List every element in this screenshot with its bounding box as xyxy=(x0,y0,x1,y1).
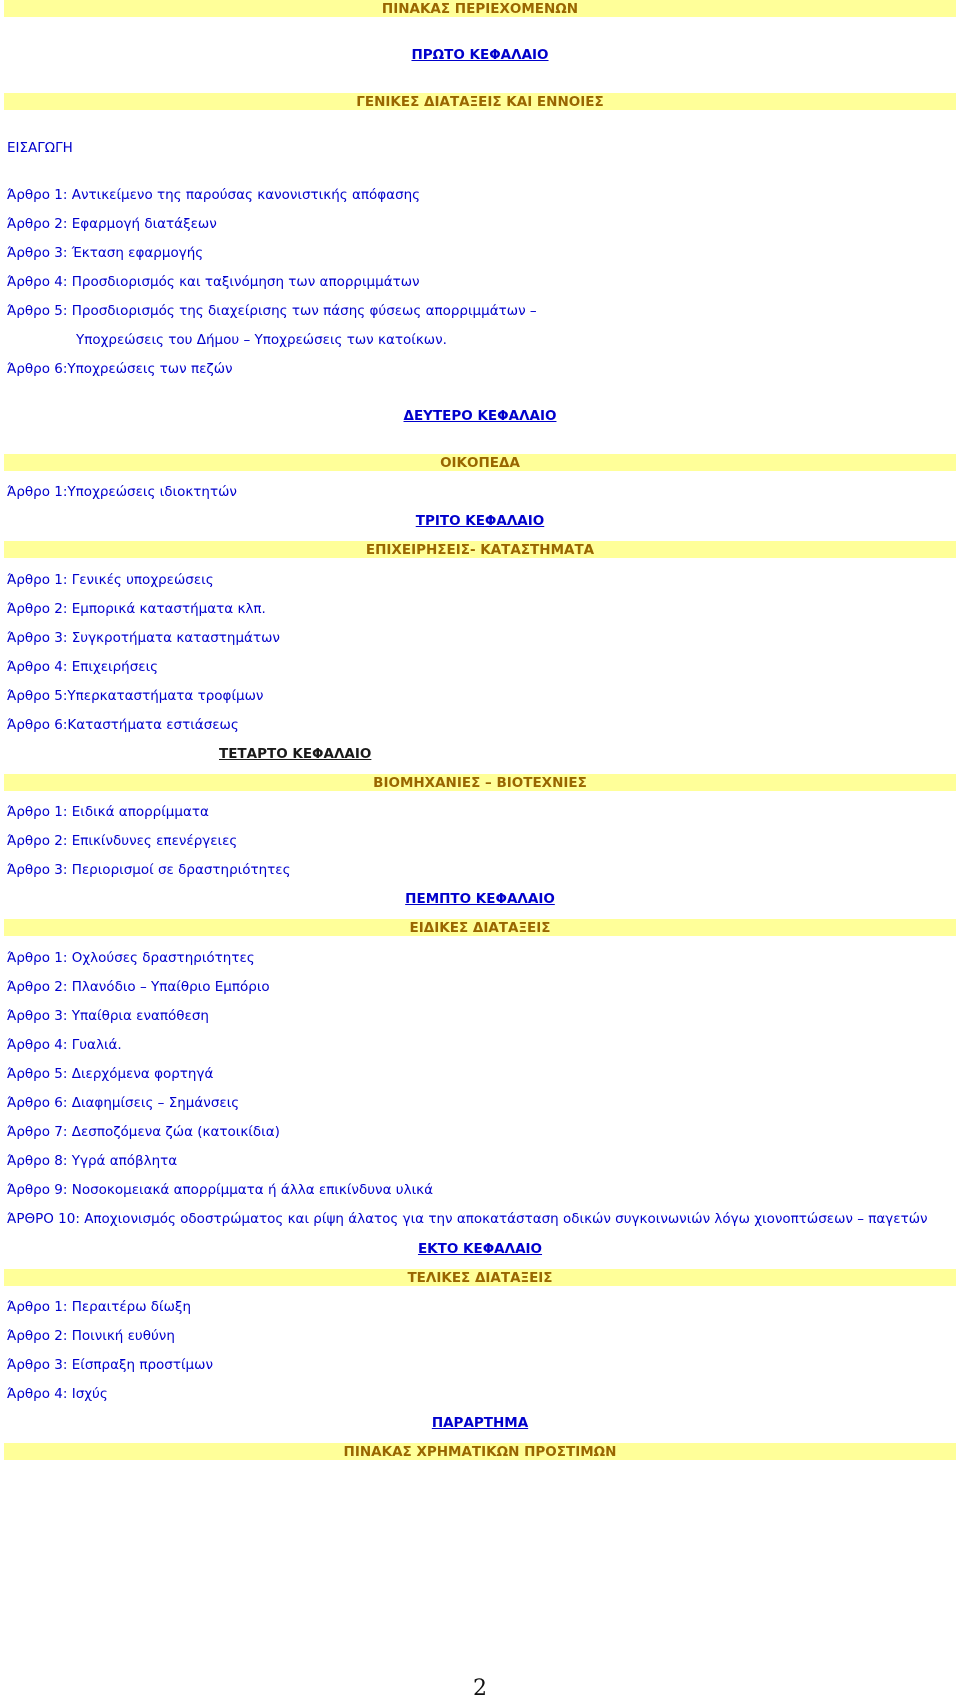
ch3-article-3[interactable]: Άρθρο 3: Συγκροτήματα καταστημάτων xyxy=(7,630,280,646)
ch3-article-2[interactable]: Άρθρο 2: Εμπορικά καταστήματα κλπ. xyxy=(7,601,266,617)
ch3-article-4[interactable]: Άρθρο 4: Επιχειρήσεις xyxy=(7,659,159,675)
chapter-4-link[interactable]: ΤΕΤΑΡΤΟ ΚΕΦΑΛΑΙΟ xyxy=(219,746,372,762)
ch5-article-4[interactable]: Άρθρο 4: Γυαλιά. xyxy=(7,1037,122,1053)
ch6-article-1[interactable]: Άρθρο 1: Περαιτέρω δίωξη xyxy=(7,1299,192,1315)
section-5-title: ΕΙΔΙΚΕΣ ΔΙΑΤΑΞΕΙΣ xyxy=(409,920,551,936)
section-2-title: ΟΙΚΟΠΕΔΑ xyxy=(440,455,520,471)
ch5-article-2[interactable]: Άρθρο 2: Πλανόδιο – Υπαίθριο Εμπόριο xyxy=(7,979,270,995)
ch2-article-1[interactable]: Άρθρο 1:Υποχρεώσεις ιδιοκτητών xyxy=(7,484,237,500)
ch3-article-5[interactable]: Άρθρο 5:Υπερκαταστήματα τροφίμων xyxy=(7,688,264,704)
section-3-title: ΕΠΙΧΕΙΡΗΣΕΙΣ- ΚΑΤΑΣΤΗΜΑΤΑ xyxy=(365,542,595,558)
ch5-article-3[interactable]: Άρθρο 3: Υπαίθρια εναπόθεση xyxy=(7,1008,209,1024)
ch6-article-4[interactable]: Άρθρο 4: Ισχύς xyxy=(7,1386,108,1402)
ch1-article-3[interactable]: Άρθρο 3: Έκταση εφαρμογής xyxy=(7,245,204,261)
ch6-article-3[interactable]: Άρθρο 3: Είσπραξη προστίμων xyxy=(7,1357,213,1373)
ch5-article-9[interactable]: Άρθρο 9: Νοσοκομειακά απορρίμματα ή άλλα επικίνδυνα υλικά xyxy=(7,1182,434,1198)
ch1-article-2[interactable]: Άρθρο 2: Εφαρμογή διατάξεων xyxy=(7,216,217,232)
intro-link[interactable]: ΕΙΣΑΓΩΓΗ xyxy=(7,140,73,156)
ch5-article-1[interactable]: Άρθρο 1: Οχλούσες δραστηριότητες xyxy=(7,950,255,966)
ch5-article-5[interactable]: Άρθρο 5: Διερχόμενα φορτηγά xyxy=(7,1066,214,1082)
chapter-1-link[interactable]: ΠΡΩΤΟ ΚΕΦΑΛΑΙΟ xyxy=(411,47,549,63)
appendix-title: ΠΙΝΑΚΑΣ ΧΡΗΜΑΤΙΚΩΝ ΠΡΟΣΤΙΜΩΝ xyxy=(343,1444,617,1460)
ch4-article-1[interactable]: Άρθρο 1: Ειδικά απορρίμματα xyxy=(7,804,209,820)
toc-title: ΠΙΝΑΚΑΣ ΠΕΡΙΕΧΟΜΕΝΩΝ xyxy=(381,1,579,17)
ch5-article-8[interactable]: Άρθρο 8: Υγρά απόβλητα xyxy=(7,1153,178,1169)
page-number: 2 xyxy=(473,1676,487,1701)
appendix-link[interactable]: ΠΑΡΑΡΤΗΜΑ xyxy=(431,1415,529,1431)
ch1-article-1[interactable]: Άρθρο 1: Αντικείμενο της παρούσας κανονιστικής απόφασης xyxy=(7,187,421,203)
ch5-article-10[interactable]: ΆΡΘΡΟ 10: Αποχιονισμός οδοστρώματος και ρίψη άλατος για την αποκατάσταση οδικών συγκοινωνιών λόγω χιονοπτώσεων – παγετών xyxy=(7,1211,928,1227)
ch3-article-1[interactable]: Άρθρο 1: Γενικές υποχρεώσεις xyxy=(7,572,214,588)
ch1-article-6[interactable]: Άρθρο 6:Υποχρεώσεις των πεζών xyxy=(7,361,233,377)
ch4-article-3[interactable]: Άρθρο 3: Περιορισμοί σε δραστηριότητες xyxy=(7,862,291,878)
section-1-title: ΓΕΝΙΚΕΣ ΔΙΑΤΑΞΕΙΣ ΚΑΙ ΕΝΝΟΙΕΣ xyxy=(356,94,604,110)
ch1-article-5[interactable]: Άρθρο 5: Προσδιορισμός της διαχείρισης των πάσης φύσεως απορριμμάτων – xyxy=(7,303,537,319)
ch1-article-5-cont[interactable]: Υποχρεώσεις του Δήμου – Υποχρεώσεις των κατοίκων. xyxy=(76,332,447,348)
ch5-article-7[interactable]: Άρθρο 7: Δεσποζόμενα ζώα (κατοικίδια) xyxy=(7,1124,280,1140)
chapter-2-link[interactable]: ΔΕΥΤΕΡΟ ΚΕΦΑΛΑΙΟ xyxy=(403,408,557,424)
chapter-6-link[interactable]: ΕΚΤΟ ΚΕΦΑΛΑΙΟ xyxy=(417,1241,543,1257)
chapter-3-link[interactable]: ΤΡΙΤΟ ΚΕΦΑΛΑΙΟ xyxy=(415,513,545,529)
ch6-article-2[interactable]: Άρθρο 2: Ποινική ευθύνη xyxy=(7,1328,175,1344)
section-4-title: ΒΙΟΜΗΧΑΝΙΕΣ – ΒΙΟΤΕΧΝΙΕΣ xyxy=(373,775,587,791)
section-6-title: ΤΕΛΙΚΕΣ ΔΙΑΤΑΞΕΙΣ xyxy=(407,1270,553,1286)
chapter-5-link[interactable]: ΠΕΜΠΤΟ ΚΕΦΑΛΑΙΟ xyxy=(405,891,555,907)
ch1-article-4[interactable]: Άρθρο 4: Προσδιορισμός και ταξινόμηση των απορριμμάτων xyxy=(7,274,420,290)
ch3-article-6[interactable]: Άρθρο 6:Καταστήματα εστιάσεως xyxy=(7,717,239,733)
ch5-article-6[interactable]: Άρθρο 6: Διαφημίσεις – Σημάνσεις xyxy=(7,1095,240,1111)
ch4-article-2[interactable]: Άρθρο 2: Επικίνδυνες επενέργειες xyxy=(7,833,238,849)
